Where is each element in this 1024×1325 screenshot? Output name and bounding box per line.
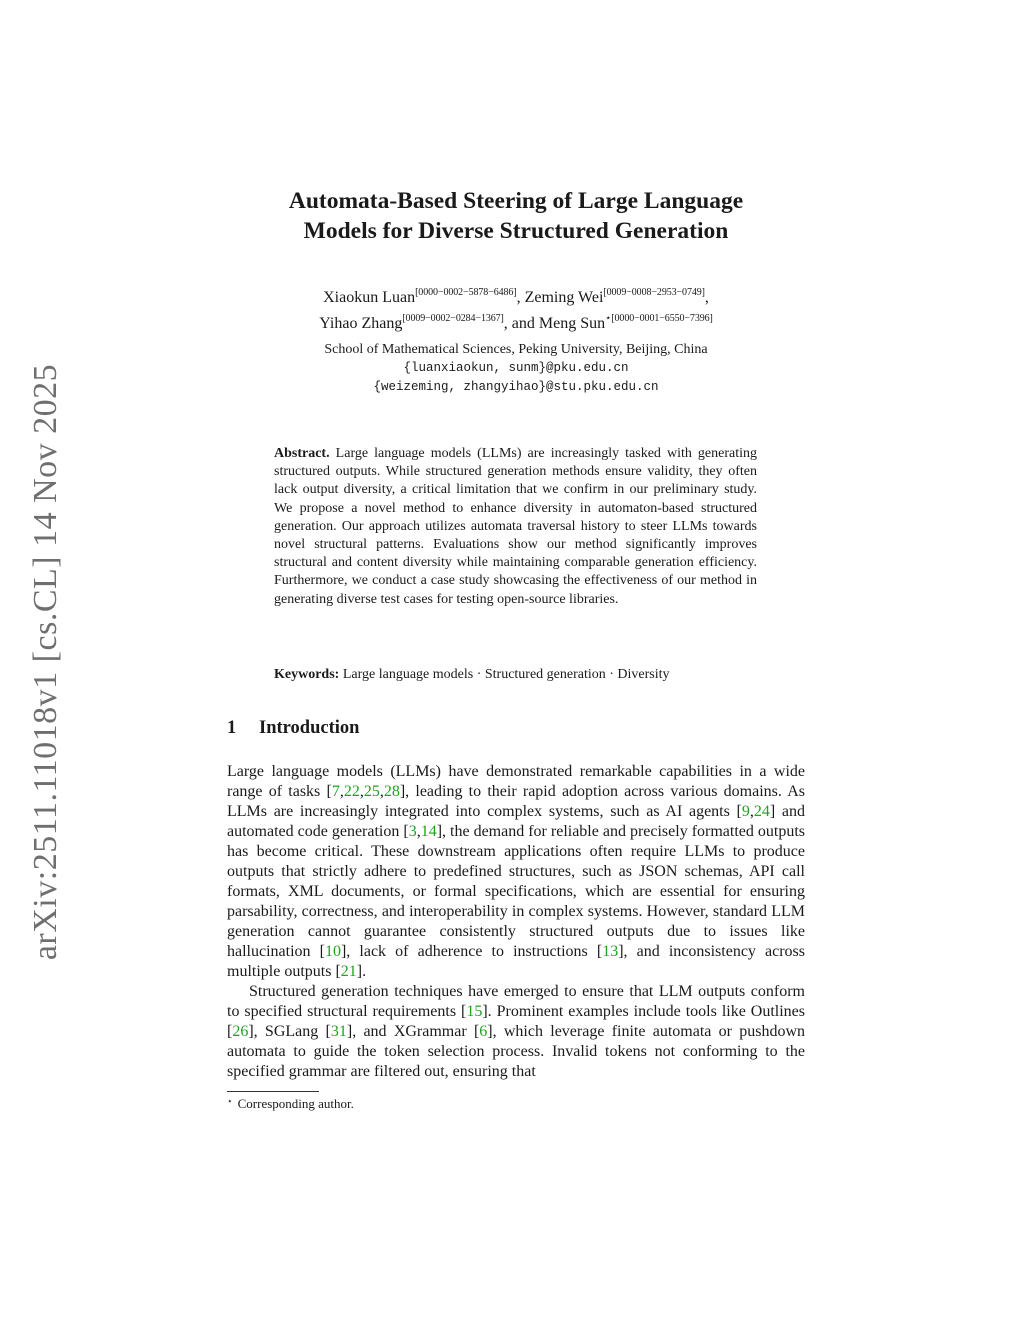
author-name: Xiaokun Luan [323,289,416,306]
abstract [274,445,757,609]
author-name: , and Meng Sun [503,315,606,332]
text-run: ], the demand for reliable and precisely formatted outputs has become critical. These downstream applications often require LLMs to produce outputs that strictly adhere to predefined structures, such as JSON schemas, API call formats, XML documents, or formal specifications, which are essential for ensuring parsability, correctness, and interoperability in complex systems. However, standard LLM generation cannot guarantee consistently structured outputs due to issues like hallucination [ [227,823,806,960]
citation-link[interactable]: 21 [340,963,357,980]
section-number: 1 [227,718,237,738]
citation-link[interactable]: 22 [343,783,360,800]
citation-link[interactable]: 3 [408,823,417,840]
author-list [227,282,805,334]
author-line [227,308,805,334]
text-run: ], and inconsistency across multiple outputs [ [227,943,806,980]
citation-link[interactable]: 10 [324,943,341,960]
keywords [274,666,757,684]
arxiv-identifier: arXiv:2511.11018v1 [cs.CL] 14 Nov 2025 [27,363,64,961]
abstract-text: Large language models (LLMs) are increasingly tasked with generating structured outputs. While structured generation methods ensure validity, they often lack output diversity, a critical limitation that we confirm in our preliminary study. We propose a novel method to enhance diversity in automaton-based structured generation. Our approach utilizes automata traversal history to steer LLMs towards novel structural patterns. Evaluations show our method significantly improves structural and content diversity while maintaining comparable generation efficiency. Furthermore, we conduct a case study showcasing the effectiveness of our method in generating diverse test cases for testing open-source libraries. [274,446,758,607]
author-name: , Zeming Wei [516,289,604,306]
orcid: [0009−0008−2953−0749] [603,287,705,298]
paragraph: Large language models (LLMs) have demonstrated remarkable capabilities in a wide range of tasks [7,22,25,28], leading to their rapid adoption across various domains. As LLMs are increasingly integrated into complex systems, such as AI agents [9,24] and automated code generation [3,14], the demand for reliable and precisely formatted outputs has become critical. These downstream applications often require LLMs to produce outputs that strictly adhere to predefined structures, such as JSON schemas, API call formats, XML documents, or formal specifications, which are essential for ensuring parsability, correctness, and interoperability in complex systems. However, standard LLM generation cannot guarantee consistently structured outputs due to issues like hallucination [10], lack of adherence to instructions [13], and inconsistency across multiple outputs [21]. [227,763,806,980]
email: {luanxiaokun, sunm}@pku.edu.cn [403,361,629,375]
citation-link[interactable]: 6 [479,1023,488,1040]
text-run: ], which leverage finite automata or pushdown automata to guide the token selection process. Invalid tokens not conforming to the specified grammar are filtered out, ensuring that [227,1023,806,1080]
orcid: [0009−0002−0284−1367] [402,313,504,324]
citation-link[interactable]: 31 [330,1023,347,1040]
title-line: Models for Diverse Structured Generation [303,218,729,244]
text-run: ], lack of adherence to instructions [ [340,943,603,960]
title-line: Automata-Based Steering of Large Language [288,188,744,214]
keywords-label: Keywords: [274,667,340,682]
text-run: ], leading to their rapid adoption across various domains. As LLMs are increasingly integrated into complex systems, such as AI agents [ [227,783,805,820]
citation-link[interactable]: 9 [741,803,750,820]
institution: School of Mathematical Sciences, Peking University, Beijing, China [324,342,708,357]
section-title: Introduction [259,718,360,738]
citation-link[interactable]: 14 [420,823,437,840]
text-run: Structured generation techniques have emerged to ensure that LLM outputs conform to specified structural requirements [ [227,983,805,1020]
citation-link[interactable]: 15 [466,1003,483,1020]
email: {weizeming, zhangyihao}@stu.pku.edu.cn [373,380,659,394]
citation-link[interactable]: 24 [753,803,770,820]
footnote [227,1096,354,1112]
citation-link[interactable]: 28 [383,783,400,800]
footnote-mark: ⋆ [227,1096,233,1106]
text-run: ], and XGrammar [ [346,1023,480,1040]
section-heading [227,718,359,739]
footnote-divider [227,1091,319,1092]
text-run: ], SGLang [ [248,1023,331,1040]
orcid: ⋆[0000−0001−6550−7396] [605,313,713,324]
text-run: Large language models (LLMs) have demonstrated remarkable capabilities in a wide range of tasks [ [227,763,805,800]
orcid: [0000−0002−5878−6486] [415,287,517,298]
abstract-label: Abstract. [274,446,330,461]
citation-link[interactable]: 7 [331,783,340,800]
text-run: ]. Prominent examples include tools like Outlines [ [227,1003,805,1040]
affiliation [227,340,805,397]
paper-title [227,186,805,246]
text-run: ] and automated code generation [ [227,803,805,840]
citation-link[interactable]: 13 [602,943,619,960]
text-run: ]. [356,963,367,980]
paragraph [227,982,805,1082]
citation-link[interactable]: 26 [232,1023,249,1040]
body-text [227,762,805,1082]
citation-link[interactable]: 25 [363,783,380,800]
footnote-text: Corresponding author. [237,1096,354,1111]
keywords-text: Large language models · Structured generation · Diversity [342,667,670,682]
separator: , [704,289,709,306]
author-line [227,282,805,308]
author-name: Yihao Zhang [319,315,403,332]
